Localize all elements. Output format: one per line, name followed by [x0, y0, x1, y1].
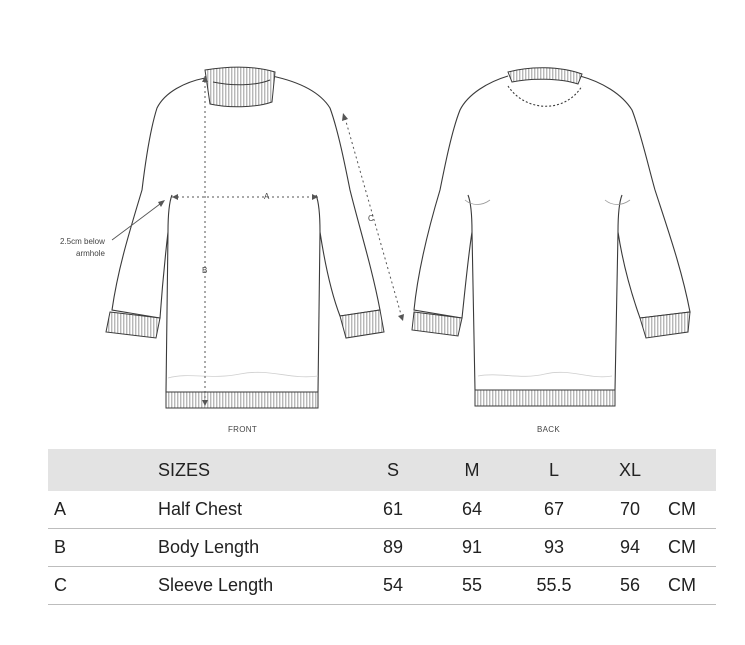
row-value-m: 64: [428, 491, 516, 529]
annotation-line1: 2.5cm below: [60, 237, 105, 246]
row-value-l: 55.5: [516, 567, 592, 605]
back-view: [414, 76, 690, 390]
row-value-l: 67: [516, 491, 592, 529]
front-view-label: FRONT: [228, 425, 258, 434]
header-cell: [668, 449, 716, 491]
annotation-line2: armhole: [76, 249, 105, 258]
table-row: [48, 529, 716, 567]
row-value-m: 91: [428, 529, 516, 567]
back-body-outline: [414, 76, 690, 390]
row-code: B: [48, 529, 158, 567]
header-cell-s: S: [358, 449, 428, 491]
front-view: [112, 76, 380, 392]
back-right-cuff: [640, 312, 690, 338]
row-value-xl: 70: [592, 491, 668, 529]
header-cell-l: L: [516, 449, 592, 491]
back-left-cuff: [412, 312, 462, 336]
header-cell-sizes: SIZES: [158, 449, 358, 491]
front-right-cuff: [340, 310, 384, 338]
front-body-outline: [112, 76, 380, 392]
measurement-lines: [172, 76, 402, 404]
header-cell-xl: XL: [592, 449, 668, 491]
back-collar: [508, 68, 582, 84]
row-code: C: [48, 567, 158, 605]
dim-a-label: A: [264, 192, 270, 201]
row-measurement-name: Half Chest: [158, 491, 358, 529]
row-unit: CM: [668, 491, 716, 529]
row-measurement-name: Sleeve Length: [158, 567, 358, 605]
front-hem-wave: [168, 372, 318, 378]
dim-c-label: C: [368, 214, 374, 223]
size-chart-header: [48, 449, 716, 491]
row-value-l: 93: [516, 529, 592, 567]
front-collar: [205, 67, 275, 107]
row-value-xl: 94: [592, 529, 668, 567]
front-left-cuff: [106, 312, 160, 338]
back-neck-stitch: [508, 86, 582, 106]
back-view-label: BACK: [537, 425, 560, 434]
dim-b-label: B: [202, 266, 208, 275]
row-measurement-name: Body Length: [158, 529, 358, 567]
table-row: [48, 491, 716, 529]
row-unit: CM: [668, 529, 716, 567]
size-chart-table: [48, 449, 716, 605]
back-hem-wave: [478, 372, 612, 377]
row-value-s: 61: [358, 491, 428, 529]
back-hem-rib: [475, 390, 615, 406]
row-value-s: 89: [358, 529, 428, 567]
table-row: [48, 567, 716, 605]
row-code: A: [48, 491, 158, 529]
row-value-s: 54: [358, 567, 428, 605]
row-value-m: 55: [428, 567, 516, 605]
header-cell-m: M: [428, 449, 516, 491]
row-unit: CM: [668, 567, 716, 605]
header-cell: [48, 449, 158, 491]
row-value-xl: 56: [592, 567, 668, 605]
front-hem-rib: [166, 392, 318, 408]
